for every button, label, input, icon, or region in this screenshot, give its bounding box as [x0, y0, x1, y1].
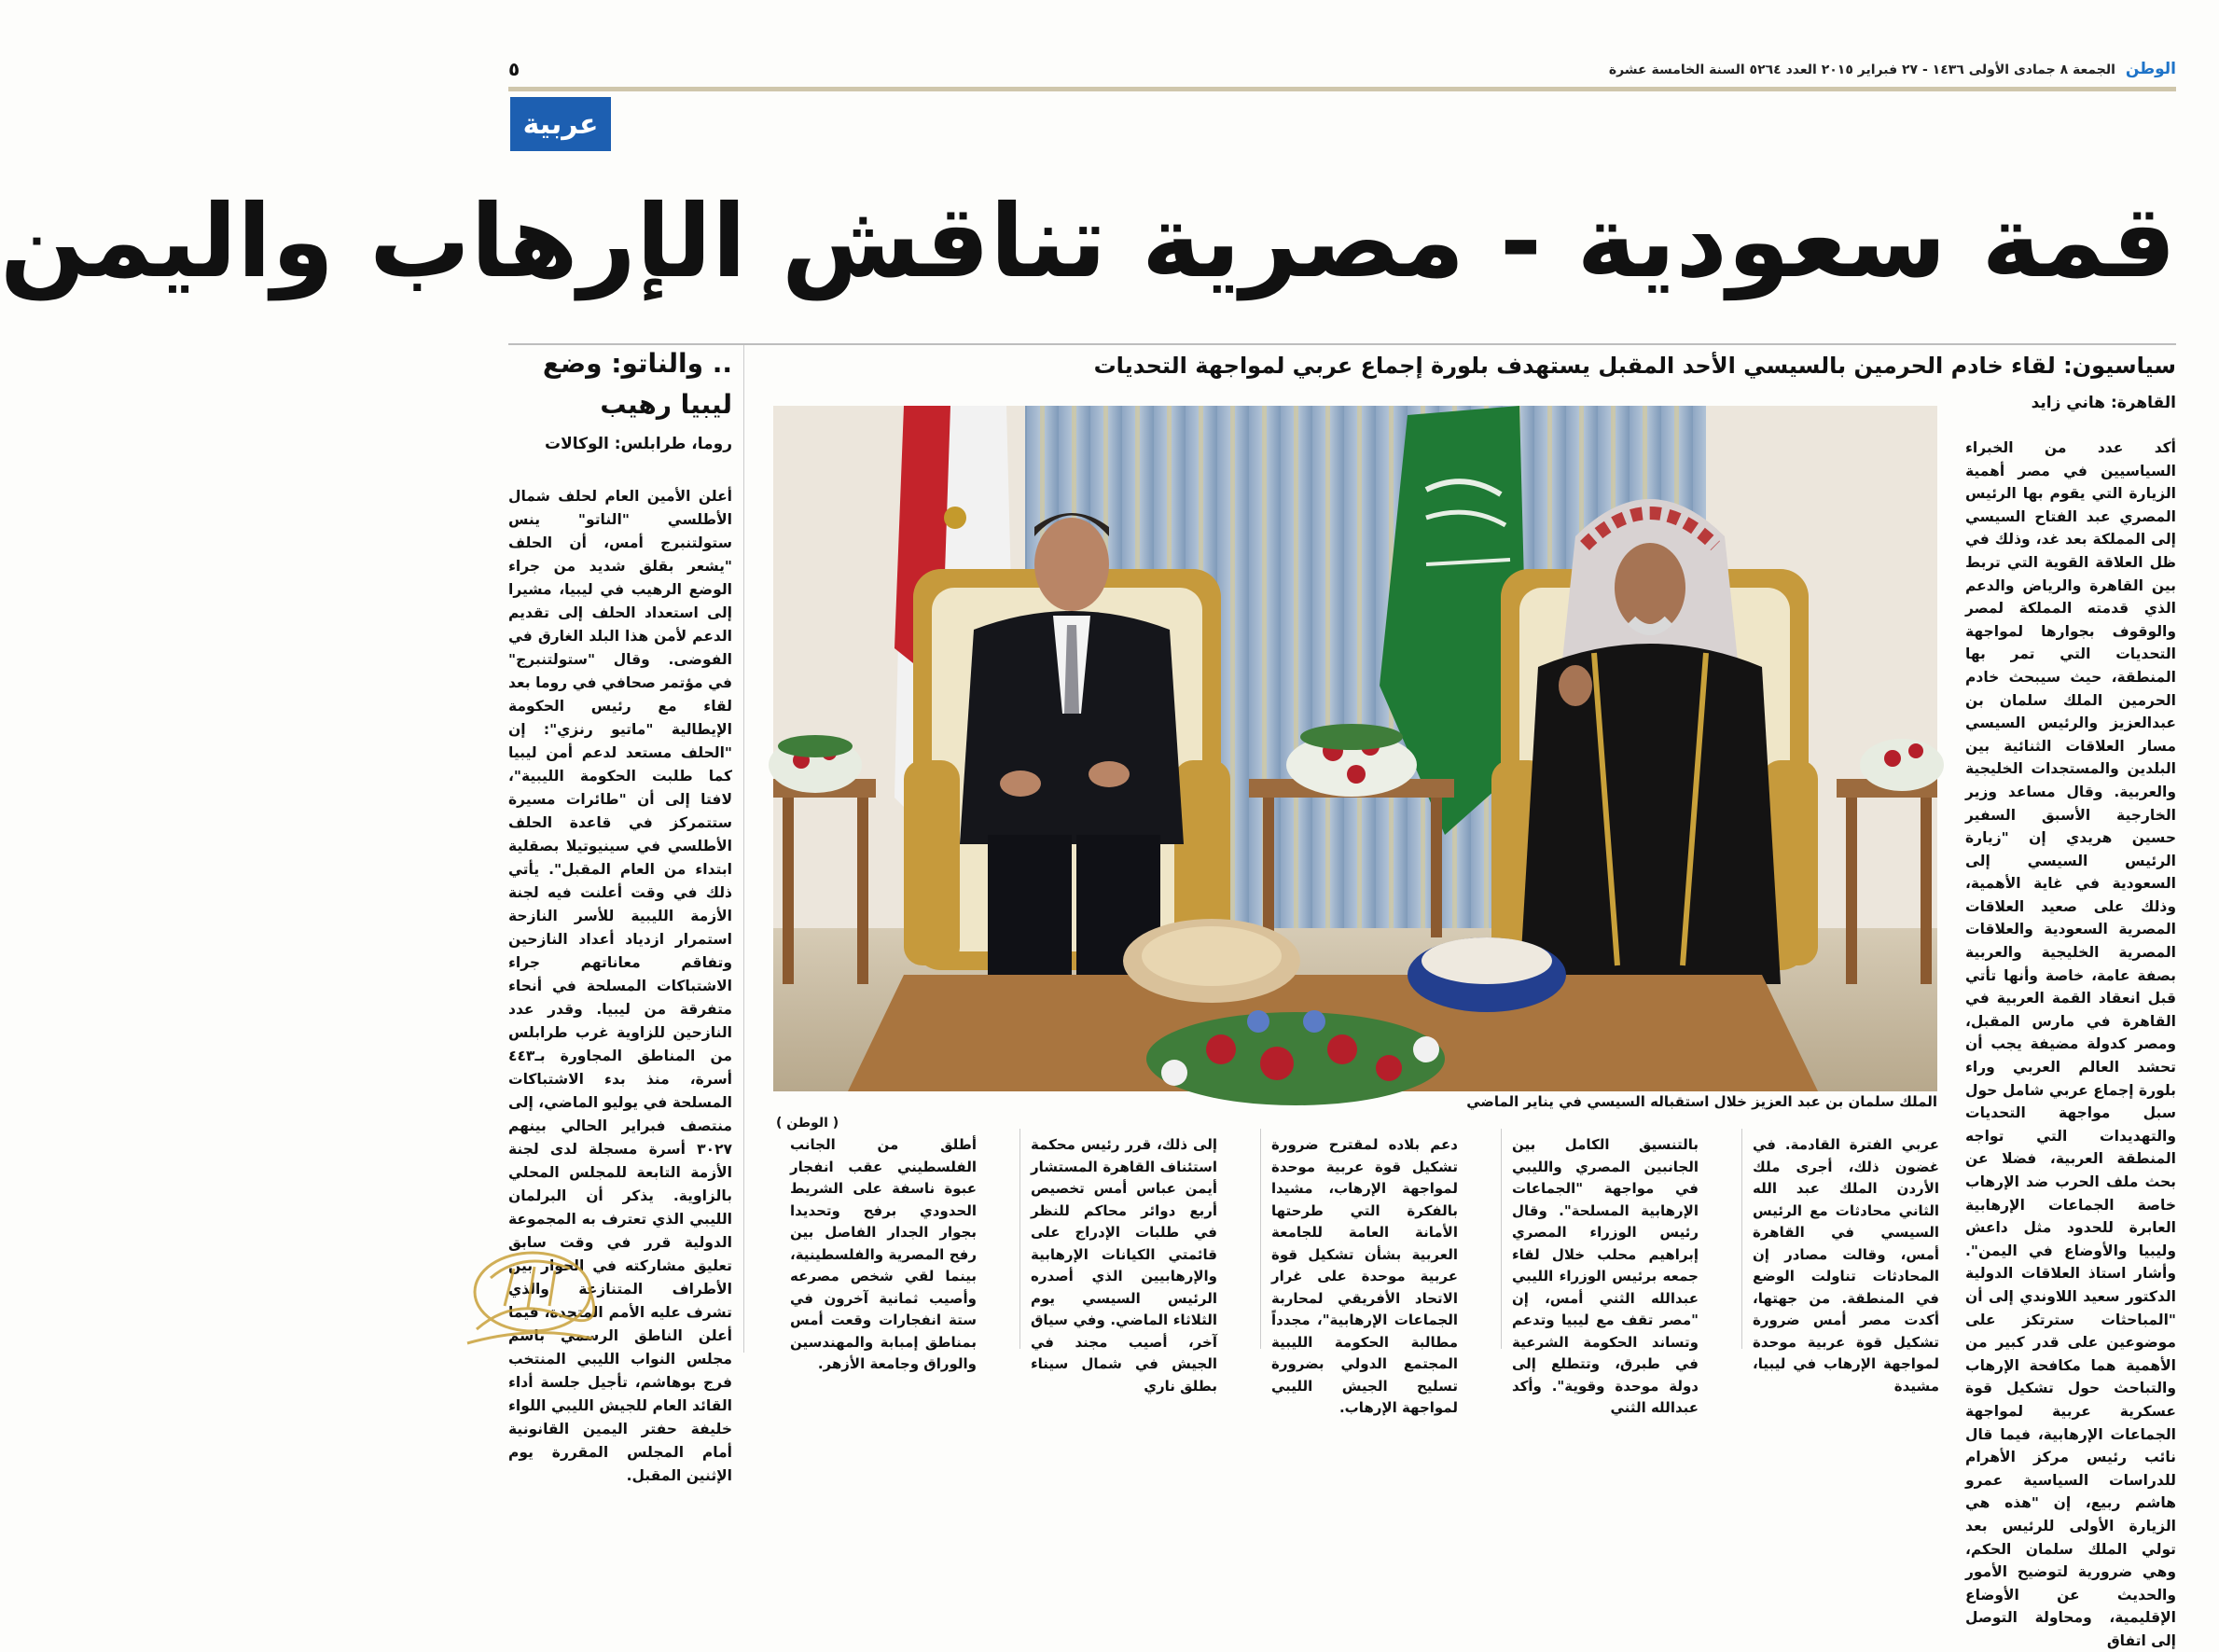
- flowers-center: [1286, 724, 1417, 797]
- subheadline: سياسيون: لقاء خادم الحرمين بالسيسي الأحد المقبل يستهدف بلورة إجماع عربي لمواجهة التحديات: [1093, 353, 2176, 379]
- column-divider: [743, 345, 744, 1353]
- section-badge: عربية: [510, 97, 611, 151]
- side-headline-line-2: ليبيا رهيب: [600, 389, 732, 420]
- column-divider: [1019, 1129, 1020, 1349]
- main-headline: قمة سعودية - مصرية تناقش الإرهاب واليمن: [0, 184, 2176, 300]
- article-column: إلى ذلك، قرر رئيس محكمة استئناف القاهرة المستشار أيمن عباس أمس تخصيص أربع دوائر محاكم للنظر في طلبات الإدراج على قائمتي الكيانات الإرهابية والإرهابيين الذي أصدره الرئيس السيسي يوم الثلاثاء الماضي. وفي سياق آخر، أصيب مجند في الجيش في شمال سيناء بطلق ناري: [1031, 1136, 1217, 1395]
- main-photo: [773, 406, 1937, 1091]
- watermark-icon: [458, 1241, 598, 1357]
- side-story-body: أعلن الأمين العام لحلف شمال الأطلسي "الناتو" ينس ستولتنبرج أمس، أن الحلف "يشعر بقلق شديد من جراء الوضع الرهيب في ليبيا، مشيرا إلى استعداد الحلف إلى تقديم الدعم لأمن هذا البلد الغارق في الفوضى. وقال "ستولتنبرج" في مؤتمر صحافي في روما بعد لقاء مع رئيس الحكومة الإيطالية "ماتيو رنزي": إن "الحلف مستعد لدعم أمن ليبيا كما طلبت الحكومة الليبية"، لافتا إلى أن "طائرات مسيرة ستتمركز في قاعدة الحلف الأطلسي في سينيوتيلا بصقلية ابتداء من العام المقبل". يأتي ذلك في وقت أعلنت فيه لجنة الأزمة الليبية للأسر النازحة استمرار ازدياد أعداد النازحين وتفاقم معاناتهم جراء الاشتباكات المسلحة في أنحاء متفرقة من ليبيا. وقدر عدد النازحين للزاوية غرب طرابلس من المناطق المجاورة بـ٤٤٣ أسرة، منذ بدء الاشتباكات المسلحة في يوليو الماضي، إلى منتصف فبراير الحالي بينهم ٣٠٢٧ أسرة مسجلة لدى لجنة الأزمة التابعة للمجلس المحلي بالزاوية. يذكر أن البرلمان الليبي الذي تعترف به المجموعة الدولية قرر في وقت سابق تعليق مشاركته في الحوار بين الأطراف المتنازعة والذي تشرف عليه الأمم المتحدة، فيما أعلن الناطق الرسمي باسم مجلس النواب الليبي المنتخب فرج بوهاشم، تأجيل جلسة أداء القائد العام للجيش الليبي اللواء خليفة حفتر اليمين القانونية أمام المجلس المقررة يوم الإثنين المقبل.: [508, 488, 732, 1484]
- page-number: ٥: [508, 58, 520, 80]
- article-column: بالتنسيق الكامل بين الجانبين المصري والليبي في مواجهة "الجماعات الإرهابية المسلحة". وقال رئيس الوزراء المصري إبراهيم محلب خلال لقاء جمعه برئيس الوزراء الليبي عبدالله الثني أمس، إن "مصر تقف مع ليبيا وتدعم وتساند الحكومة الشرعية في طبرق، وتتطلع إلى دولة موحدة وقوية". وأكد عبدالله الثني: [1512, 1136, 1699, 1416]
- photo-credit: ( الوطن ): [776, 1116, 839, 1131]
- article-column: دعم بلاده لمقترح ضرورة تشكيل قوة عربية موحدة لمواجهة الإرهاب، مشيدا بالفكرة التي طرحتها الأمانة العامة للجامعة العربية بشأن تشكيل قوة عربية موحدة على غرار الاتحاد الأفريقي لمحاربة الجماعات الإرهابية"، مجدداً مطالبة الحكومة الليبية المجتمع الدولي بضرورة تسليح الجيش الليبي لمواجهة الإرهاب.: [1271, 1136, 1458, 1416]
- column-divider: [1501, 1129, 1502, 1349]
- side-headline-line-1: .. والناتو: وضع: [542, 348, 732, 379]
- column-divider: [1260, 1129, 1261, 1349]
- flowers-right: [1860, 739, 1944, 791]
- flowers-left: [769, 735, 862, 793]
- article-column: أطلق من الجانب الفلسطيني عقب انفجار عبوة ناسفة على الشريط الحدودي برفح وتحديدا بجوار الجدار الفاصل بين رفح المصرية والفلسطينية، بينما لقي شخص مصرعه وأصيب ثمانية آخرون في ستة انفجارات وقعت أمس بمناطق إمبابة والمهندسين والوراق وجامعة الأزهر.: [790, 1136, 977, 1372]
- side-story-headline: [508, 343, 732, 425]
- byline: القاهرة: هاني زايد: [2031, 394, 2176, 412]
- column-divider: [1741, 1129, 1742, 1349]
- issue-info-line: [1609, 60, 2176, 78]
- headline-rule: [508, 343, 2176, 345]
- masthead: [508, 54, 2176, 88]
- photo-illustration: [773, 406, 1937, 1091]
- side-story-dateline: روما، طرابلس: الوكالات: [544, 435, 732, 453]
- brand-logo: الوطن: [2125, 60, 2176, 78]
- calligraphy-watermark: [458, 1241, 598, 1357]
- masthead-rule: [508, 87, 2176, 91]
- issue-info: الجمعة ٨ جمادى الأولى ١٤٣٦ - ٢٧ فبراير ٢٠١٥ العدد ٥٢٦٤ السنة الخامسة عشرة: [1608, 62, 2115, 77]
- article-column: عربي الفترة القادمة. في غضون ذلك، أجرى ملك الأردن الملك عبد الله الثاني محادثات مع الرئيس السيسي في القاهرة أمس، وقالت مصادر إن المحادثات تناولت الوضع في المنطقة. من جهتها، أكدت مصر أمس ضرورة تشكيل قوة عربية موحدة لمواجهة الإرهاب في ليبيا، مشيدة: [1753, 1136, 1939, 1395]
- photo-caption: الملك سلمان بن عبد العزيز خلال استقباله السيسي في يناير الماضي: [1466, 1093, 1937, 1110]
- article-column: أكد عدد من الخبراء السياسيين في مصر أهمية الزيارة التي يقوم بها الرئيس المصري عبد الفتاح السيسي إلى المملكة بعد غد، وذلك في ظل العلاقة القوية التي تربط بين القاهرة والرياض والدعم الذي قدمته المملكة لمصر والوقوف بجوارها لمواجهة التحديات التي تمر بها المنطقة، حيث سيبحث خادم الحرمين الملك سلمان بن عبدالعزيز والرئيس السيسي مسار العلاقات الثنائية بين البلدين والمستجدات الخليجية والعربية. وقال مساعد وزير الخارجية الأسبق السفير حسين هريدي إن "زيارة الرئيس السيسي إلى السعودية في غاية الأهمية، وذلك على صعيد العلاقات المصرية السعودية والعلاقات المصرية الخليجية والعربية بصفة عامة، خاصة وأنها تأتي قبل انعقاد القمة العربية في القاهرة في مارس المقبل، ومصر كدولة مضيفة يجب أن تحشد العالم العربي وراء بلورة إجماع عربي شامل حول سبل مواجهة التحديات والتهديدات التي تواجه المنطقة العربية، فضلا عن بحث ملف الحرب ضد الإرهاب خاصة الجماعات الإرهابية العابرة للحدود مثل داعش وليبيا والأوضاع في اليمن". وأشار استاذ العلاقات الدولية الدكتور سعيد اللاوندي إلى أن "المباحثات سترتكز على موضوعين على قدر كبير من الأهمية هما مكافحة الإرهاب والتباحث حول تشكيل قوة عسكرية عربية لمواجهة الجماعات الإرهابية، فيما قال نائب رئيس مركز الأهرام للدراسات السياسية عمرو هاشم ربيع، إن "هذه هي الزيارة الأولى للرئيس بعد تولي الملك سلمان الحكم، وهي ضرورية لتوضيح الأمور والحديث عن الأوضاع الإقليمية، ومحاولة التوصل إلى اتفاق: [1965, 439, 2176, 1649]
